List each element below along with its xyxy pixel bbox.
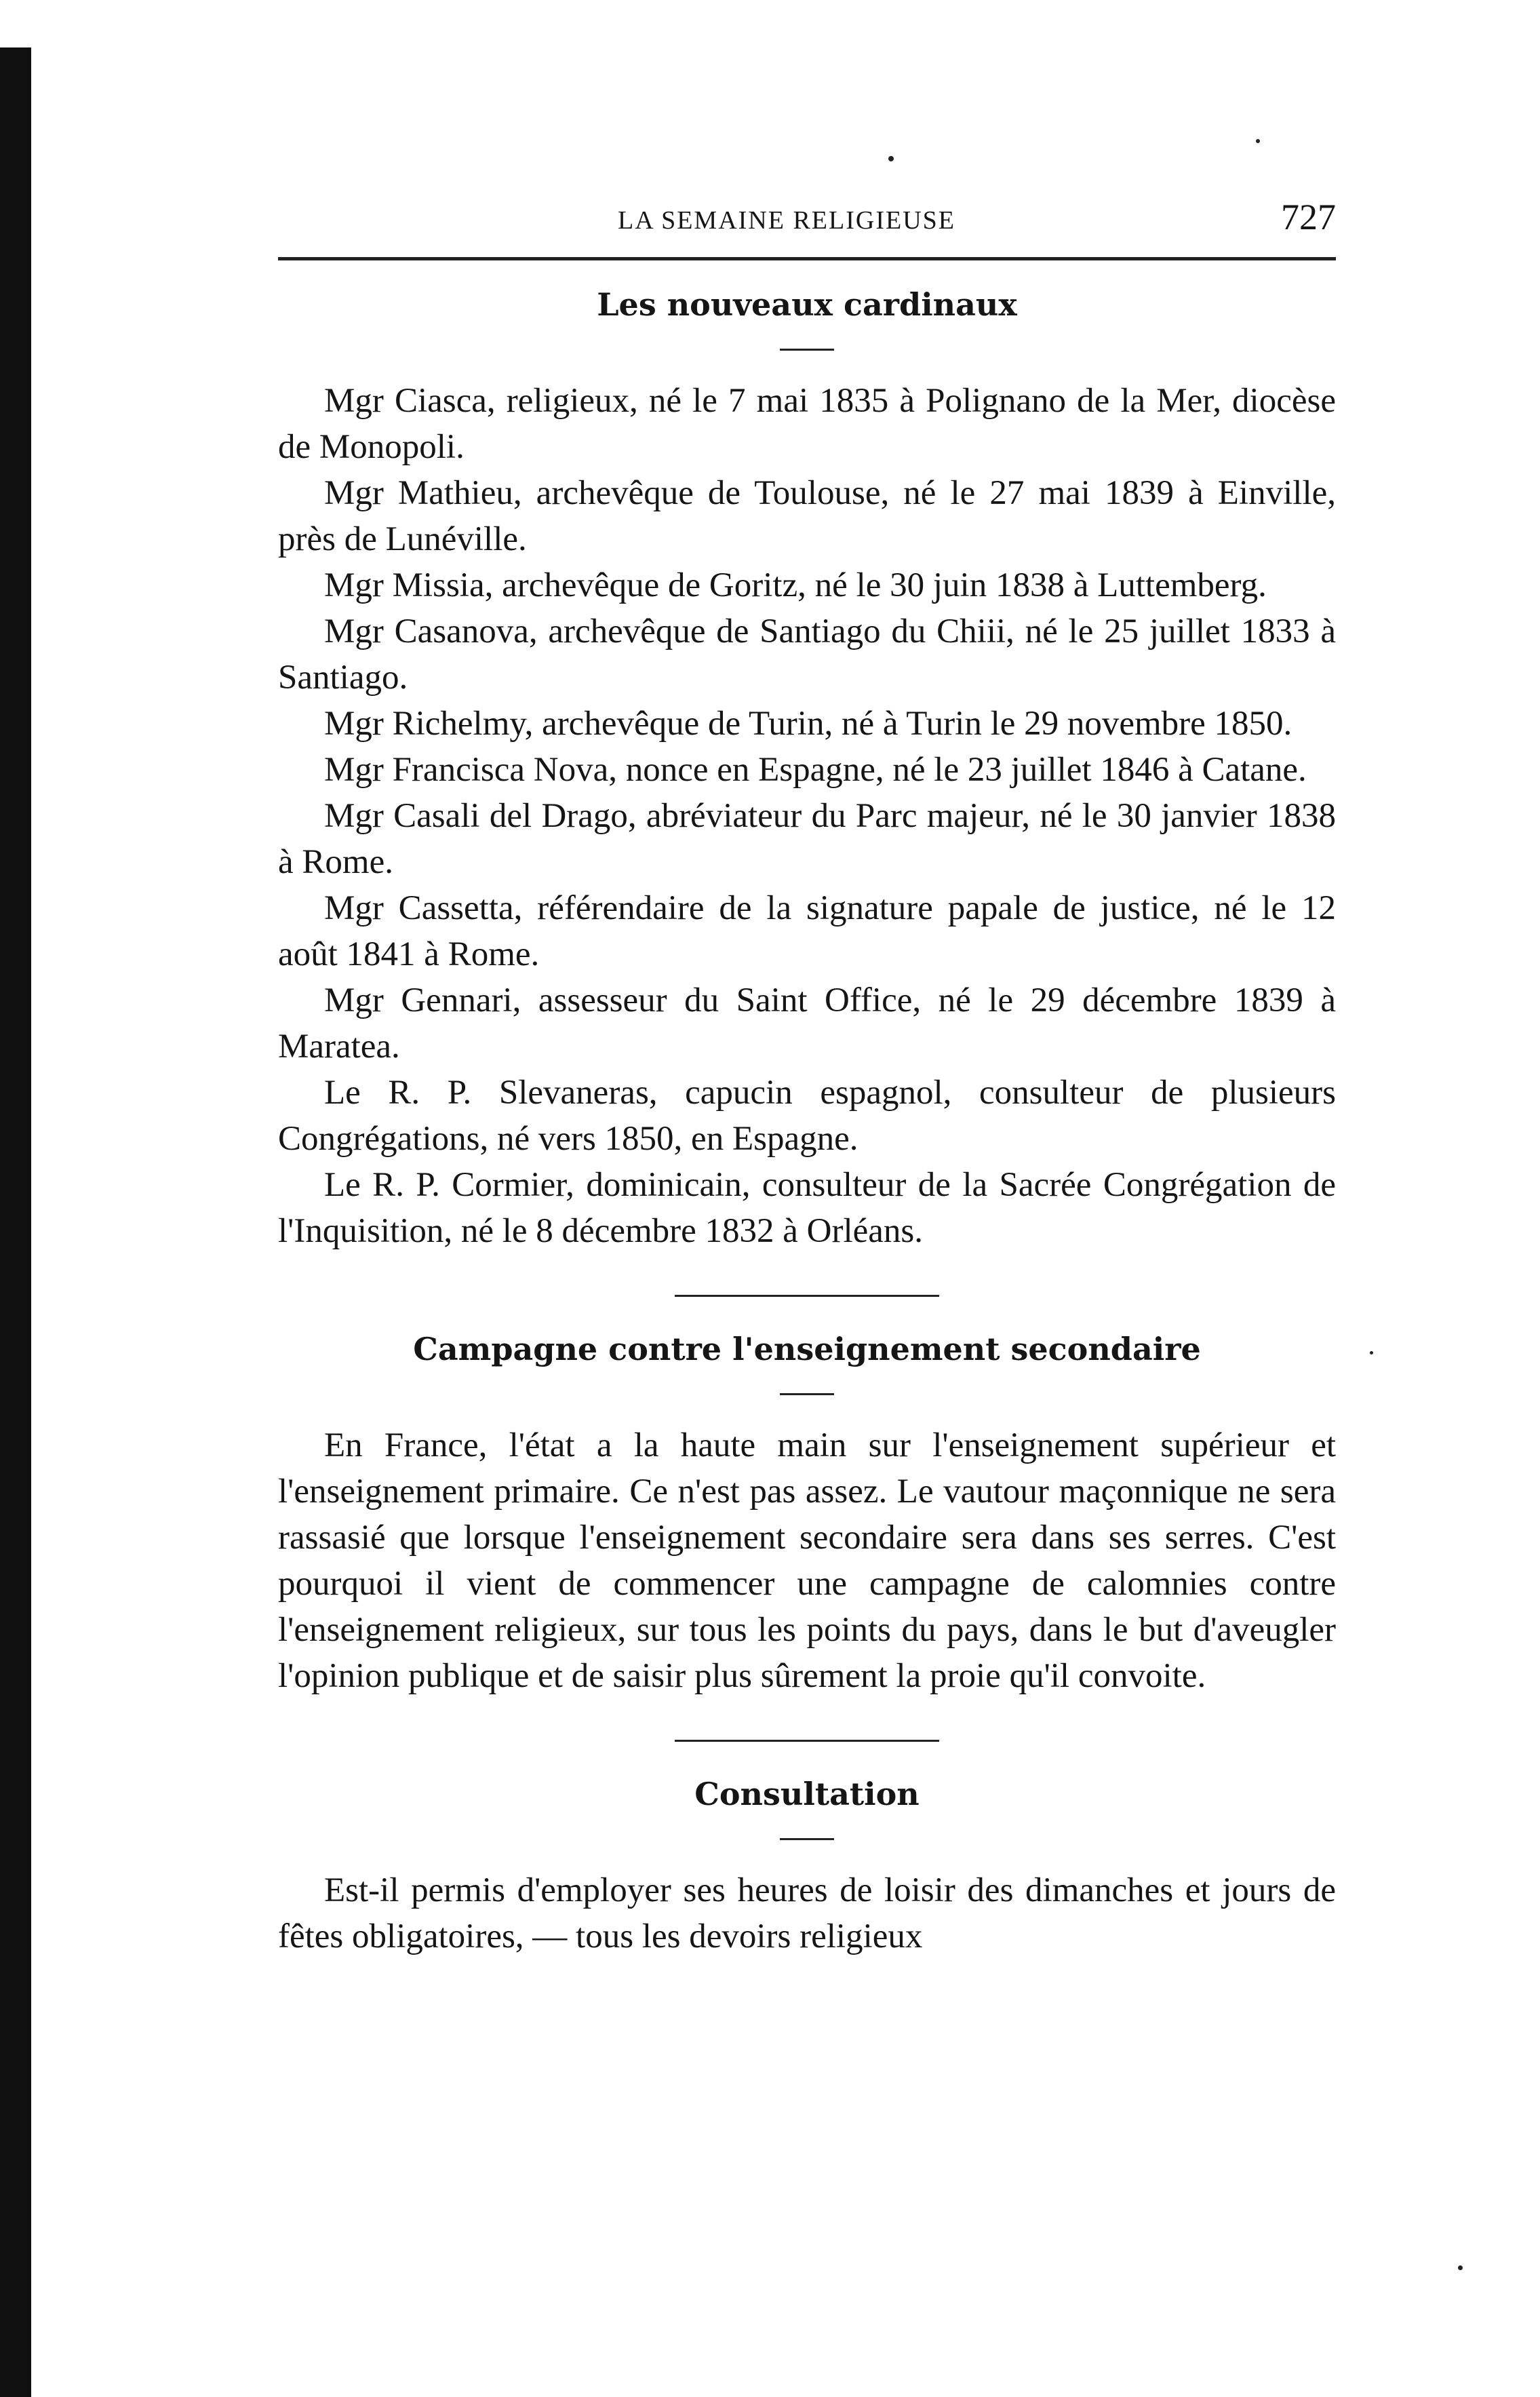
- section-title-cardinals: Les nouveaux cardinaux: [597, 286, 1017, 323]
- section-title-campaign: Campagne contre l'enseignement secondaire: [413, 1331, 1201, 1367]
- page-header: [278, 193, 1336, 248]
- cardinal-entry: Mgr Francisca Nova, nonce en Espagne, né le 23 juillet 1846 à Catane.: [324, 751, 1307, 789]
- cardinals-list: [278, 378, 1336, 1254]
- paper-speck: [1370, 1351, 1373, 1355]
- cardinal-entry: Mgr Missia, archevêque de Goritz, né le 30 juin 1838 à Luttemberg.: [324, 566, 1267, 604]
- cardinal-entry: Le R. P. Slevaneras, capucin espagnol, consulteur de plusieurs Congrégations, né vers 1850, en Espagne.: [278, 1074, 1336, 1158]
- running-title: LA SEMAINE RELIGIEUSE: [618, 206, 955, 235]
- cardinal-entry: Mgr Mathieu, archevêque de Toulouse, né le 27 mai 1839 à Einville, près de Lunéville.: [278, 474, 1336, 558]
- cardinal-entry: Mgr Ciasca, religieux, né le 7 mai 1835 à Polignano de la Mer, diocèse de Monopoli.: [278, 382, 1336, 466]
- section-title-consultation: Consultation: [694, 1776, 920, 1812]
- section-separator: [675, 1295, 939, 1297]
- paper-speck: [1256, 139, 1260, 143]
- paper-speck: [1458, 2265, 1463, 2270]
- cardinal-entry: Mgr Gennari, assesseur du Saint Office, né le 29 décembre 1839 à Maratea.: [278, 981, 1336, 1066]
- campaign-paragraph: En France, l'état a la haute main sur l'enseignement supérieur et l'enseignement primaire. Ce n'est pas assez. Le vautour maçonnique ne sera rassasié que lorsque l'enseignement secondaire sera dans ses serres. C'est pourquoi il vient de commencer une campagne de calomnies contre l'enseignement religieux, sur tous les points du pays, dans le but d'aveugler l'opinion publique et de saisir plus sûrement la proie qu'il convoite.: [278, 1426, 1336, 1695]
- section-separator: [675, 1740, 939, 1742]
- book-spine-shadow: [0, 47, 31, 2397]
- page-number: 727: [1281, 197, 1336, 237]
- paper-speck: [888, 156, 894, 161]
- title-dash: [780, 1393, 834, 1395]
- consultation-paragraph: Est-il permis d'employer ses heures de loisir des dimanches et jours de fêtes obligatoires, — tous les devoirs religieux: [278, 1871, 1336, 1955]
- cardinal-entry: Mgr Casanova, archevêque de Santiago du Chiii, né le 25 juillet 1833 à Santiago.: [278, 612, 1336, 697]
- page-body: [278, 193, 1336, 1960]
- cardinal-entry: Mgr Casali del Drago, abréviateur du Parc majeur, né le 30 janvier 1838 à Rome.: [278, 797, 1336, 881]
- cardinal-entry: Le R. P. Cormier, dominicain, consulteur de la Sacrée Congrégation de l'Inquisition, né le 8 décembre 1832 à Orléans.: [278, 1166, 1336, 1250]
- title-dash: [780, 349, 834, 351]
- title-dash: [780, 1838, 834, 1840]
- cardinal-entry: Mgr Cassetta, référendaire de la signature papale de justice, né le 12 août 1841 à Rome.: [278, 889, 1336, 973]
- cardinal-entry: Mgr Richelmy, archevêque de Turin, né à Turin le 29 novembre 1850.: [324, 705, 1292, 743]
